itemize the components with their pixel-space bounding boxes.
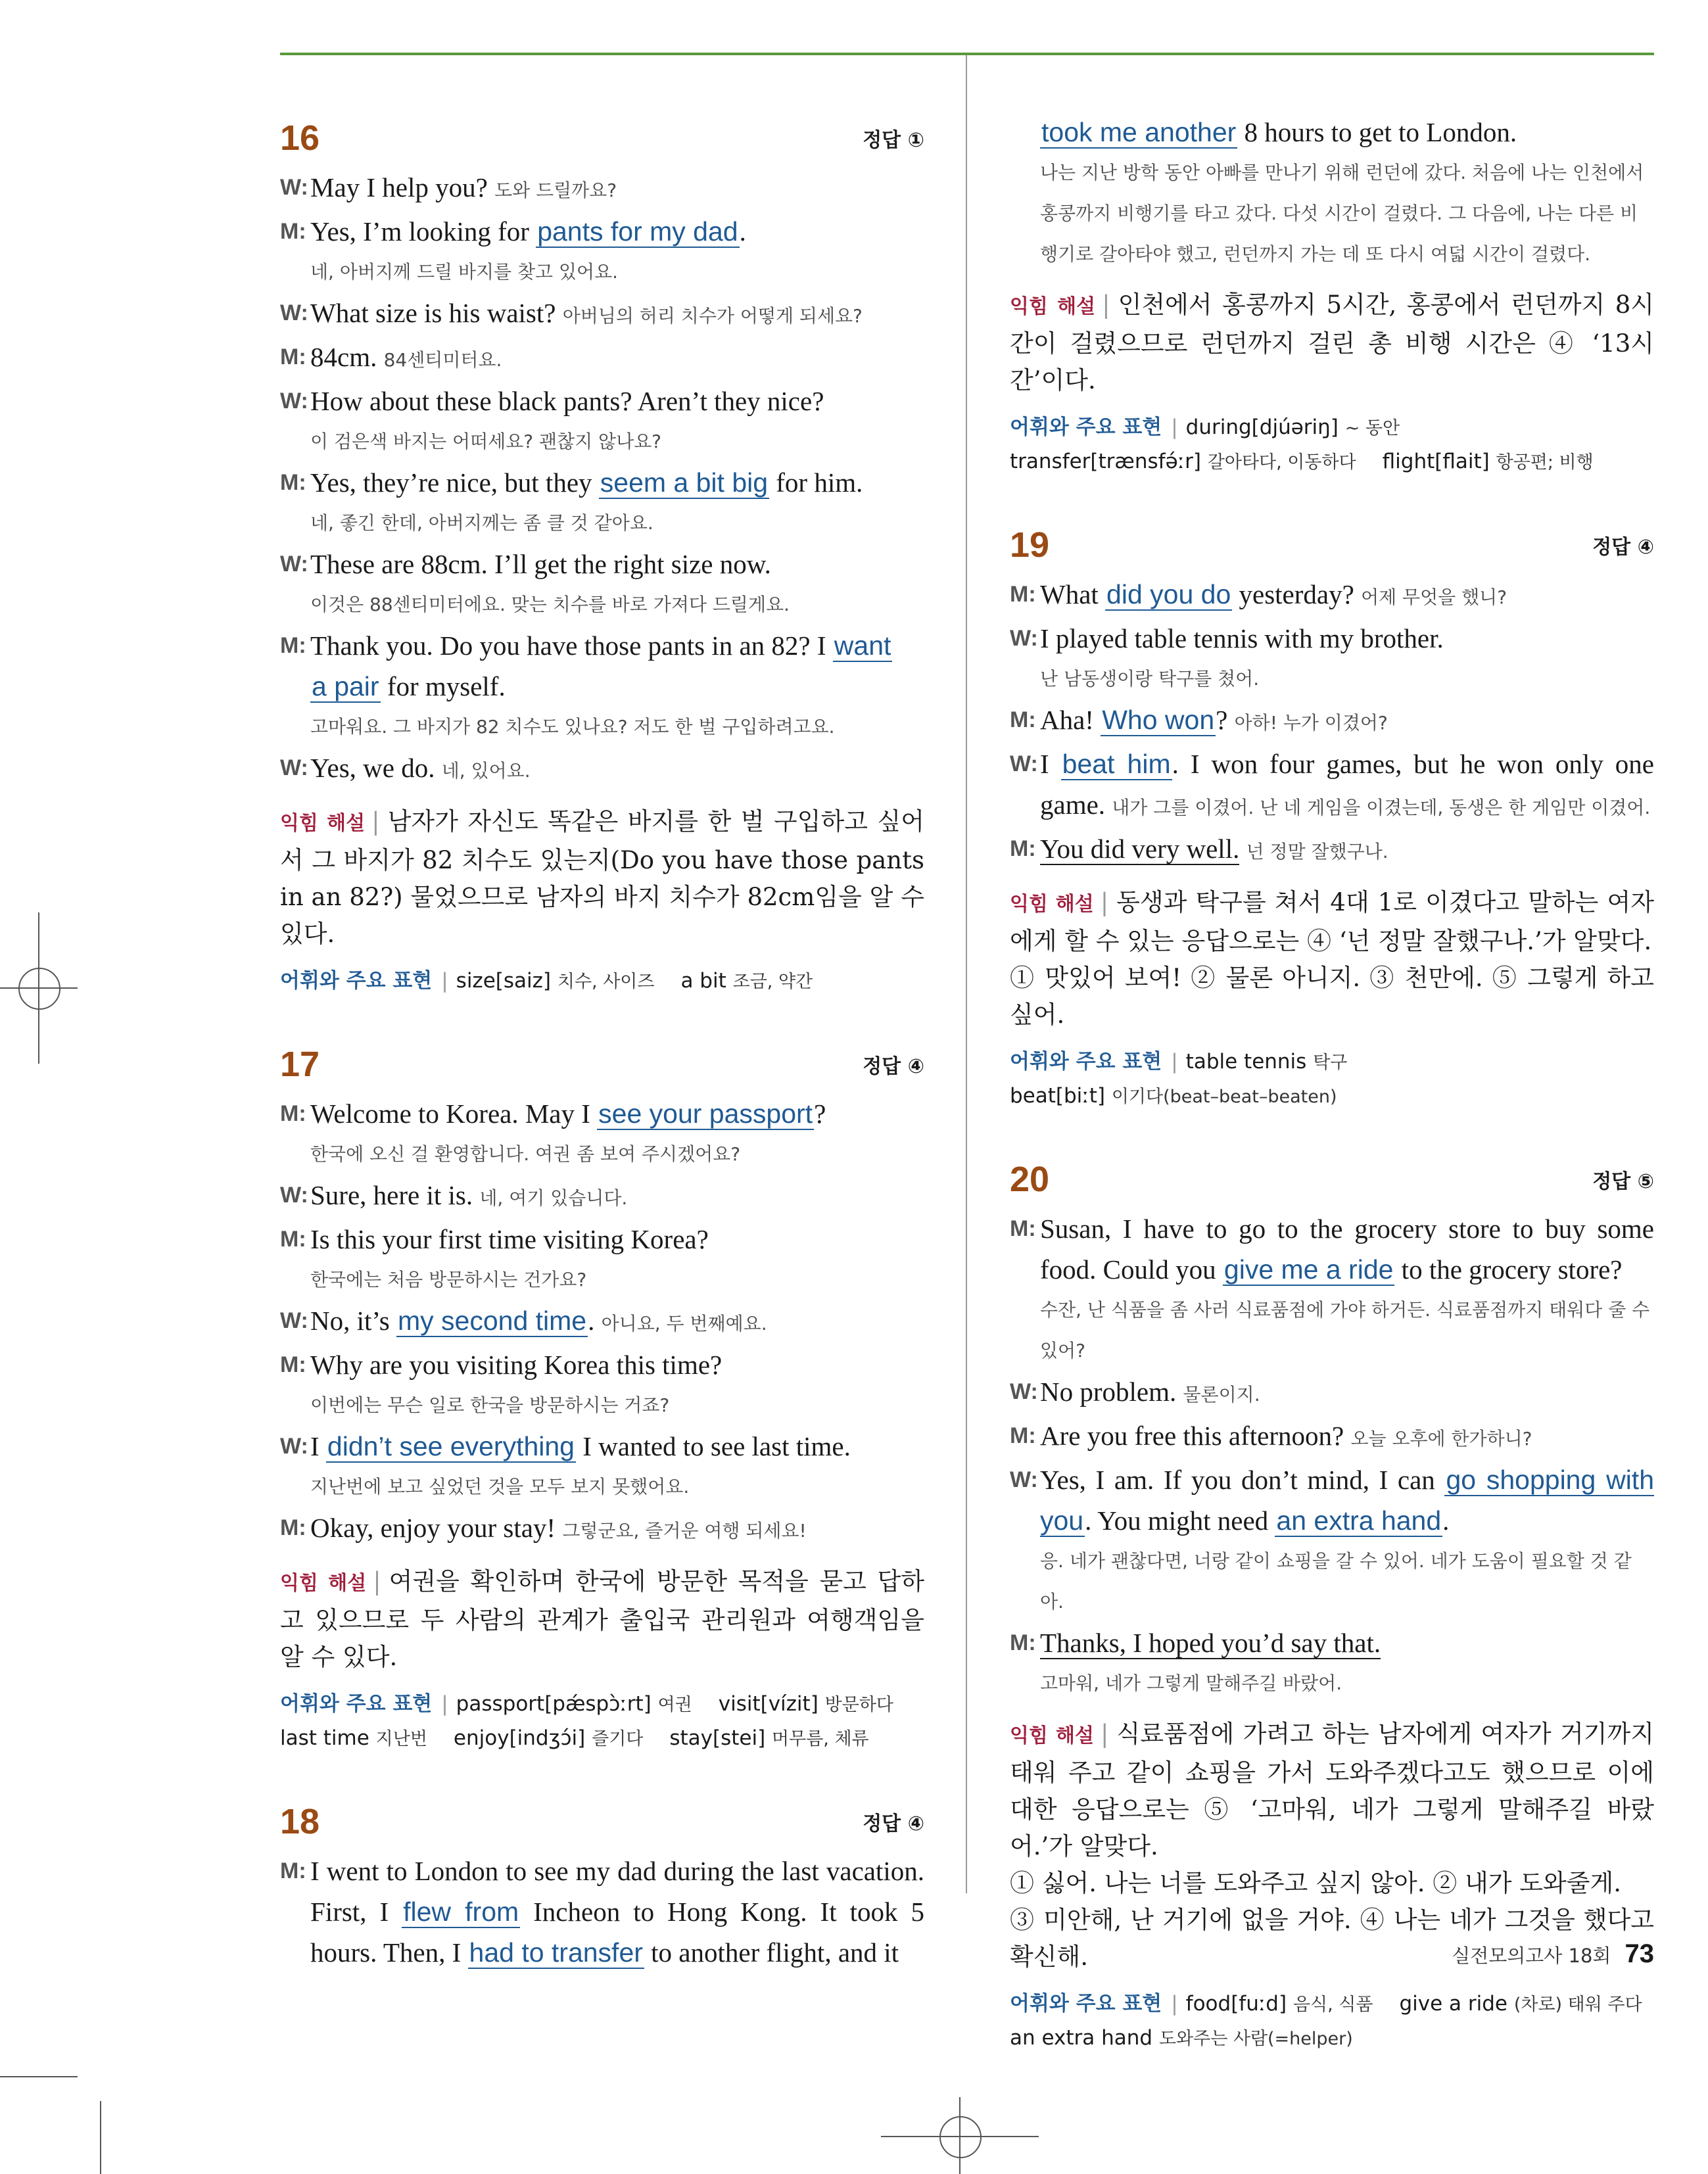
dialogue-line: M: You did very well. 넌 정말 잘했구나. — [1010, 834, 1388, 864]
dialogue-line: W: No, it’s my second time. 아니요, 두 번째예요. — [280, 1306, 767, 1336]
question-number: 17 — [280, 1045, 320, 1084]
dialogue-line: M: Thanks, I hoped you’d say that. — [1010, 1628, 1381, 1658]
translation: 고마워, 네가 그렇게 말해주길 바랐어. — [1040, 1672, 1342, 1694]
dialogue-line: W: No problem. 물론이지. — [1010, 1377, 1260, 1407]
key-phrase: flew from — [403, 1897, 519, 1927]
dialogue-line: M: Are you free this afternoon? 오늘 오후에 한가하니? — [1010, 1421, 1532, 1451]
key-phrase: didn’t see everything — [327, 1431, 575, 1461]
dialogue-line: M: I went to London to see my dad during the last vacation. First, I flew from Incheon to Hong Kong. It took 5 hours. Then, I had to transfer to another flight, and it — [280, 1856, 924, 1968]
vocabulary: 어휘와 주요 표현 | size[saiz] 치수, 사이즈 a bit 조금, 약간 — [280, 969, 813, 993]
dialogue-line: W: These are 88cm. I’ll get the right size now. — [280, 549, 771, 579]
key-phrase: give me a ride — [1223, 1254, 1394, 1285]
translation: 네, 아버지께 드릴 바지를 찾고 있어요. — [310, 261, 619, 283]
dialogue-line: M: What did you do yesterday? 어제 무엇을 했니? — [1010, 579, 1507, 609]
dialogue-line: M: Okay, enjoy your stay! 그렇군요, 즐거운 여행 되세요! — [280, 1513, 807, 1543]
key-phrase: an extra hand — [1276, 1505, 1442, 1536]
dialogue-line: W: May I help you? 도와 드릴까요? — [280, 172, 617, 202]
answer-label: 정답 ④ — [863, 1055, 924, 1078]
question-18 — [280, 1795, 924, 1973]
translation: 난 남동생이랑 탁구를 쳤어. — [1040, 668, 1260, 690]
crop-mark — [0, 2076, 78, 2077]
dialogue-line: W: How about these black pants? Aren’t they nice? — [280, 386, 824, 416]
dialogue-line: M: Is this your first time visiting Korea? — [280, 1224, 709, 1254]
answer-label: 정답 ⑤ — [1592, 1170, 1654, 1193]
explanation: 익힘 해설 | 남자가 자신도 똑같은 바지를 한 벌 구입하고 싶어서 그 바지가 82 치수도 있는지(Do you have those pants in an 82?) 물었으므로 남자의 바지 치수가 82cm임을 알 수 있다. — [280, 807, 924, 948]
key-phrase: beat him — [1062, 749, 1171, 779]
vocabulary: 어휘와 주요 표현 | during[djúəriŋ] ~ 동안 transfer[trænsfə́ːr] 갈아타다, 이동하다 flight[flait] 항공편; 비행 — [1010, 415, 1594, 473]
key-phrase: my second time — [398, 1306, 587, 1336]
translation: 이 검은색 바지는 어떠세요? 괜찮지 않나요? — [310, 431, 662, 452]
dialogue-line: W: I didn’t see everything I wanted to see last time. — [280, 1431, 851, 1461]
dialogue-line: M: Why are you visiting Korea this time? — [280, 1350, 723, 1380]
key-phrase: did you do — [1106, 579, 1231, 609]
top-rule — [280, 53, 1654, 55]
column-divider — [966, 55, 967, 1893]
left-column — [280, 112, 924, 1973]
explanation-label: 익힘 해설 — [280, 812, 366, 835]
page-number: 73 — [1625, 1939, 1654, 1968]
answer-label: 정답 ① — [863, 129, 924, 152]
vocab-label: 어휘와 주요 표현 — [280, 1692, 433, 1716]
dialogue-line: W: Yes, we do. 네, 있어요. — [280, 753, 531, 783]
explanation: 익힘 해설 | 동생과 탁구를 쳐서 4대 1로 이겼다고 말하는 여자에게 할 수 있는 응답으로는 ④ ‘넌 정말 잘했구나.’가 알맞다. ① 맛있어 보여! ② 물론 아니지. ③ 천만에. ⑤ 그렇게 하고 싶어. — [1010, 888, 1654, 1029]
question-20 — [1010, 1153, 1654, 2056]
question-number: 16 — [280, 118, 320, 158]
registration-mark — [939, 2116, 982, 2158]
registration-mark — [18, 968, 60, 1010]
translation: 응. 네가 괜찮다면, 너랑 같이 쇼핑을 갈 수 있어. 네가 도움이 필요할 것 같아. — [1040, 1550, 1632, 1613]
vocab-label: 어휘와 주요 표현 — [1010, 1050, 1162, 1074]
question-number: 20 — [1010, 1160, 1050, 1199]
key-phrase: had to transfer — [469, 1937, 643, 1968]
explanation: 익힘 해설 | 여권을 확인하며 한국에 방문한 목적을 묻고 답하고 있으므로 두 사람의 관계가 출입국 관리원과 여행객임을 알 수 있다. — [280, 1567, 924, 1671]
answer-label: 정답 ④ — [863, 1812, 924, 1835]
vocabulary: 어휘와 주요 표현 | table tennis 탁구 beat[biːt] 이기다(beat–beat–beaten) — [1010, 1050, 1348, 1108]
key-phrase: took me another — [1041, 117, 1237, 147]
key-phrase: go shopping with you — [1040, 1465, 1654, 1536]
translation: 나는 지난 방학 동안 아빠를 만나기 위해 런던에 갔다. 처음에 나는 인천에서 홍콩까지 비행기를 타고 갔다. 다섯 시간이 걸렸다. 그 다음에, 나는 다른 비행기로 갈아타야 했고, 런던까지 가는 데 또 다시 여덟 시간이 걸렸다. — [1040, 162, 1644, 265]
translation: 이것은 88센티미터에요. 맞는 치수를 바로 가져다 드릴게요. — [310, 594, 790, 615]
translation: 수잔, 난 식품을 좀 사러 식료품점에 가야 하거든. 식료품점까지 태워다 줄 수 있어? — [1040, 1299, 1650, 1361]
dialogue-line: W: I played table tennis with my brother. — [1010, 623, 1444, 653]
key-phrase: pants for my dad — [537, 216, 738, 247]
translation: 한국에는 처음 방문하시는 건가요? — [310, 1269, 587, 1290]
vocab-label: 어휘와 주요 표현 — [1010, 1992, 1162, 2016]
question-18-continued — [1010, 112, 1654, 479]
answer-label: 정답 ④ — [1592, 536, 1654, 559]
explanation-label: 익힘 해설 — [280, 1572, 367, 1595]
dialogue-line: M: Aha! Who won? 아하! 누가 이겼어? — [1010, 705, 1388, 735]
explanation-label: 익힘 해설 — [1010, 1724, 1094, 1747]
translation: 네, 좋긴 한데, 아버지께는 좀 클 것 같아요. — [310, 512, 653, 534]
question-19 — [1010, 519, 1654, 1114]
explanation-label: 익힘 해설 — [1010, 295, 1096, 318]
right-column — [1010, 112, 1654, 2056]
dialogue-line: M: Welcome to Korea. May I see your passport? — [280, 1099, 826, 1129]
vocabulary: 어휘와 주요 표현 | passport[pǽspɔ̀ːrt] 여권 visit[vízit] 방문하다 last time 지난번 enjoy[indʒɔ́i] 즐기다 stay[stei] 머무름, 체류 — [280, 1692, 893, 1750]
dialogue-line: M: 84cm. 84센티미터요. — [280, 342, 502, 372]
page-footer — [1452, 1939, 1654, 1969]
key-phrase: want — [834, 630, 891, 661]
translation: 지난번에 보고 싶었던 것을 모두 보지 못했어요. — [310, 1476, 690, 1498]
dialogue-line: M: Susan, I have to go to the grocery store to buy some food. Could you give me a ride to the grocery store? — [1010, 1214, 1654, 1285]
vocabulary: 어휘와 주요 표현 | food[fuːd] 음식, 식품 give a ride (차로) 태워 주다 an extra hand 도와주는 사람(=helper) — [1010, 1992, 1642, 2050]
key-phrase: a pair — [312, 671, 379, 701]
crop-mark — [100, 2101, 101, 2174]
translation: 한국에 오신 걸 환영합니다. 여권 좀 보여 주시겠어요? — [310, 1143, 741, 1165]
key-phrase: seem a bit big — [600, 467, 769, 498]
explanation-label: 익힘 해설 — [1010, 893, 1094, 916]
key-phrase: see your passport — [598, 1099, 813, 1129]
footer-text: 실전모의고사 18회 — [1452, 1945, 1611, 1967]
dialogue-line: M: Yes, they’re nice, but they seem a bit big for him. — [280, 467, 863, 498]
question-number: 18 — [280, 1802, 320, 1841]
dialogue-line: W: Sure, here it is. 네, 여기 있습니다. — [280, 1180, 628, 1210]
translation: 이번에는 무슨 일로 한국을 방문하시는 거죠? — [310, 1394, 670, 1416]
dialogue-line: took me another 8 hours to get to London. — [1041, 117, 1517, 147]
question-number: 19 — [1010, 525, 1050, 565]
dialogue-line: W: Yes, I am. If you don’t mind, I can go shopping with you. You might need an extra hand. — [1010, 1465, 1654, 1536]
dialogue-line: W: What size is his waist? 아버님의 허리 치수가 어떻게 되세요? — [280, 298, 863, 328]
vocab-label: 어휘와 주요 표현 — [1010, 415, 1162, 439]
question-17 — [280, 1038, 924, 1756]
explanation: 익힘 해설 | 식료품점에 가려고 하는 남자에게 여자가 거기까지 태워 주고 같이 쇼핑을 가서 도와주겠다고도 했으므로 이에 대한 응답으로는 ⑤ ‘고마워, 네가 그렇게 말해주길 바랐어.’가 알맞다. ① 싫어. 나는 너를 도와주고 싶지 않아. ② 내가 도와줄게. ③ 미안해, 난 거기에 없을 거야. ④ 나는 네가 그것을 했다고 확신해. — [1010, 1720, 1654, 1971]
dialogue-line: M: Thank you. Do you have those pants in an 82? I want a pair for myself. — [280, 630, 891, 701]
dialogue-line: M: Yes, I’m looking for pants for my dad. — [280, 216, 746, 247]
translation: 고마워요. 그 바지가 82 치수도 있나요? 저도 한 벌 구입하려고요. — [310, 716, 835, 738]
vocab-label: 어휘와 주요 표현 — [280, 969, 433, 993]
question-16 — [280, 112, 924, 999]
explanation: 익힘 해설 | 인천에서 홍콩까지 5시간, 홍콩에서 런던까지 8시간이 걸렸으므로 런던까지 걸린 총 비행 시간은 ④ ‘13시간’이다. — [1010, 291, 1654, 394]
key-phrase: Who won — [1102, 705, 1215, 735]
dialogue-line: W: I beat him. I won four games, but he won only one game. 내가 그를 이겼어. 난 네 게임을 이겼는데, 동생은 한 게임만 이겼어. — [1010, 749, 1654, 820]
